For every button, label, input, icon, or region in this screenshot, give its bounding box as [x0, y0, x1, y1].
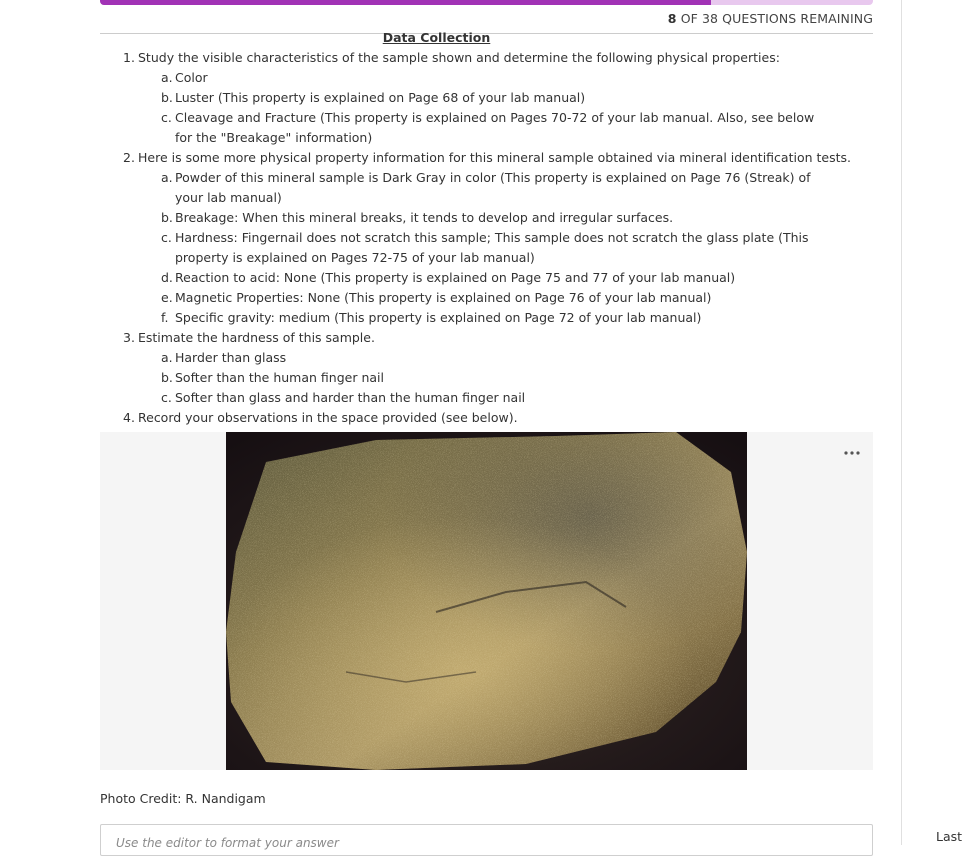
subitem-text: Reaction to acid: None (This property is explained on Page 75 and 77 of your lab manual) [175, 270, 736, 285]
subitem-letter: d. [161, 270, 173, 285]
instruction-item [123, 48, 883, 68]
subitem-letter: a. [161, 350, 173, 365]
section-title: Data Collection [382, 30, 491, 45]
subitem-text: Harder than glass [175, 350, 287, 365]
subitem-text: Magnetic Properties: None (This property is explained on Page 76 of your lab manual) [175, 290, 712, 305]
instruction-text: Record your observations in the space provided (see below). [138, 410, 518, 425]
last-link[interactable]: Last [936, 829, 963, 844]
instruction-item [123, 408, 883, 428]
instruction-number: 2. [123, 150, 135, 165]
image-options-button[interactable] [842, 446, 862, 460]
subitem-letter: c. [161, 390, 172, 405]
subitem-text: Cleavage and Fracture (This property is explained on Pages 70-72 of your lab manual. Also, see below for the "Breakage" information) [175, 110, 815, 145]
instruction-number: 1. [123, 50, 135, 65]
subitem-text: Breakage: When this mineral breaks, it tends to develop and irregular surfaces. [175, 210, 674, 225]
subitem-text: Softer than the human finger nail [175, 370, 384, 385]
instruction-subitem [123, 348, 883, 368]
answer-editor[interactable] [100, 824, 873, 856]
instruction-text: Here is some more physical property information for this mineral sample obtained via mineral identification tests. [138, 150, 851, 165]
instruction-subitem [123, 68, 883, 88]
instruction-subitem [123, 208, 883, 228]
instruction-subitem [123, 388, 883, 408]
editor-placeholder: Use the editor to format your answer [116, 836, 339, 850]
instructions-list [123, 48, 883, 448]
instruction-item [123, 148, 883, 168]
subitem-letter: a. [161, 170, 173, 185]
instruction-text: Study the visible characteristics of the sample shown and determine the following physical properties: [138, 50, 780, 65]
questions-remaining [668, 11, 873, 26]
instruction-subitem [123, 228, 883, 268]
subitem-letter: b. [161, 90, 173, 105]
subitem-text: Softer than glass and harder than the human finger nail [175, 390, 526, 405]
instruction-number: 4. [123, 410, 135, 425]
subitem-text: Color [175, 70, 208, 85]
instruction-subitem [123, 108, 883, 148]
instruction-text: Estimate the hardness of this sample. [138, 330, 375, 345]
instruction-subitem [123, 368, 883, 388]
instruction-item [123, 328, 883, 348]
subitem-text: Specific gravity: medium (This property is explained on Page 72 of your lab manual) [175, 310, 702, 325]
photo-credit: Photo Credit: R. Nandigam [100, 791, 266, 806]
instruction-subitem [123, 88, 883, 108]
subitem-letter: e. [161, 290, 173, 305]
instruction-number: 3. [123, 330, 135, 345]
ellipsis-icon [844, 451, 860, 455]
subitem-letter: b. [161, 370, 173, 385]
subitem-letter: b. [161, 210, 173, 225]
right-panel-border [901, 0, 902, 845]
subitem-letter: c. [161, 230, 172, 245]
instruction-subitem [123, 268, 883, 288]
instruction-subitem [123, 308, 883, 328]
subitem-letter: c. [161, 110, 172, 125]
instruction-subitem [123, 288, 883, 308]
image-panel [100, 432, 873, 770]
progress-bar [100, 0, 873, 5]
subitem-letter: f. [161, 310, 169, 325]
subitem-letter: a. [161, 70, 173, 85]
remaining-label: OF 38 QUESTIONS REMAINING [680, 11, 873, 26]
subitem-text: Hardness: Fingernail does not scratch this sample; This sample does not scratch the glass plate (This property is explained on Pages 72-75 of your lab manual) [175, 230, 809, 265]
instruction-subitem [123, 168, 883, 208]
subitem-text: Powder of this mineral sample is Dark Gray in color (This property is explained on Page 76 (Streak) of your lab manual) [175, 170, 811, 205]
progress-bar-fill [100, 0, 711, 5]
remaining-count: 8 [667, 11, 677, 26]
subitem-text: Luster (This property is explained on Page 68 of your lab manual) [175, 90, 586, 105]
mineral-sample-photo [226, 432, 747, 770]
